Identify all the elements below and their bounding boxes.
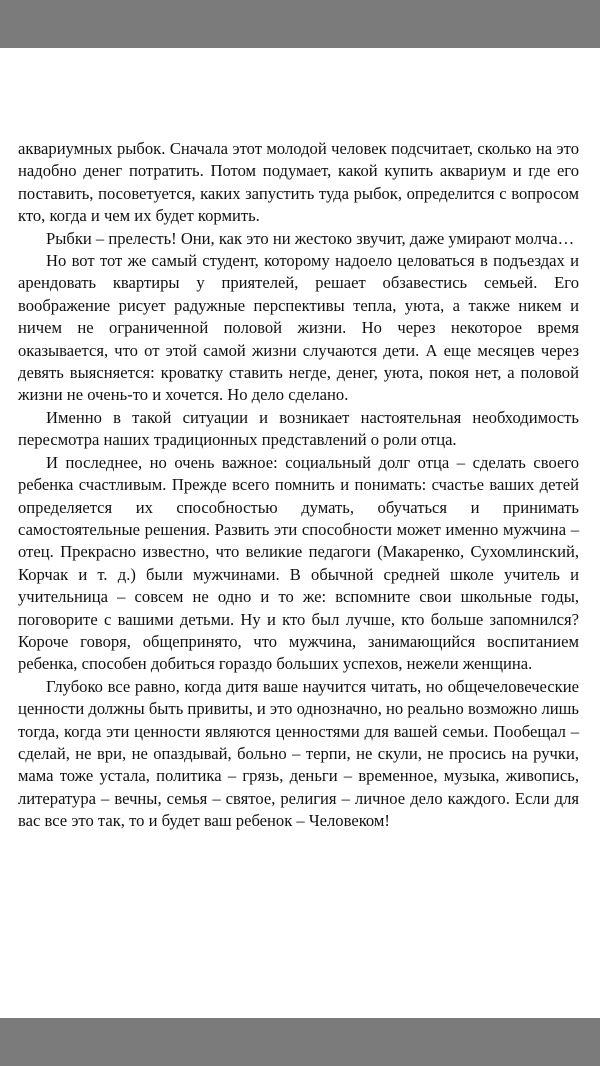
- paragraph-4: Именно в такой ситуации и возникает настоятельная необходимость пересмотра наших традиционных представлений о роли отца.: [18, 407, 579, 450]
- paragraph-2: Рыбки – прелесть! Они, как это ни жестоко звучит, даже умирают молча…: [46, 228, 575, 248]
- document-page: [18, 138, 579, 833]
- paragraph-6: Глубоко все равно, когда дитя ваше научится читать, но общечеловеческие ценности должны быть привиты, и это однозначно, но реально возможно лишь тогда, когда эти ценности являются ценностями для вашей семьи. Пообещал – сделай, не ври, не опаздывай, больно – терпи, не скули, не просись на ручки, мама тоже устала, политика – грязь, деньги – временное, музыка, живопись, литература – вечны, семья – святое, религия – личное дело каждого. Если для вас все это так, то и будет ваш ребенок – Человеком!: [18, 676, 579, 831]
- top-toolbar: [0, 0, 600, 48]
- paragraph-1: аквариумных рыбок. Сначала этот молодой человек подсчитает, сколько на это надобно денег потратить. Потом подумает, какой купить аквариум и где его поставить, посоветуется, каких запустить туда рыбок, определится с вопросом кто, когда и чем их будет кормить.: [18, 139, 579, 226]
- paragraph-3: Но вот тот же самый студент, которому надоело целоваться в подъездах и арендовать квартиры у приятелей, решает обзавестись семьей. Его воображение рисует радужные перспективы тепла, уюта, а также никем и ничем не ограниченной половой жизни. Но через некоторое время оказывается, что от этой самой жизни случаются дети. А еще месяцев через девять выясняется: кроватку ставить негде, денег, уюта, покоя нет, а половой жизни не очень-то и хочется. Но дело сделано.: [18, 251, 579, 405]
- bottom-toolbar: [0, 1018, 600, 1066]
- paragraph-5: И последнее, но очень важное: социальный долг отца – сделать своего ребенка счастливым. Прежде всего помнить и понимать: счастье ваших детей определяется их способностью думать, обучаться и принимать самостоятельные решения. Развить эти способности может именно мужчина – отец. Прекрасно известно, что великие педагоги (Макаренко, Сухомлинский, Корчак и т. д.) были мужчинами. В обычной средней школе учитель и учительница – совсем не одно и то же: вспомните свои школьные годы, поговорите с вашими детьми. Ну и кто был лучше, кто больше запомнился? Короче говоря, общепринято, что мужчина, занимающийся воспитанием ребенка, способен добиться гораздо больших успехов, нежели женщина.: [18, 452, 579, 674]
